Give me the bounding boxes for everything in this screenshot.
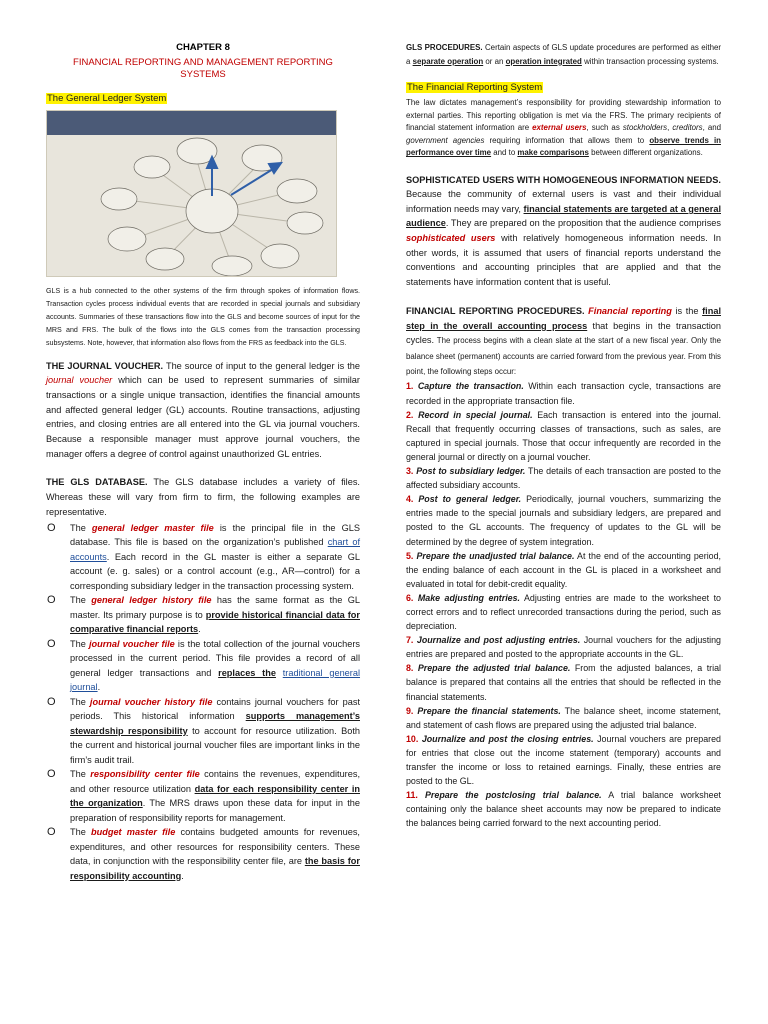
list-item: O The journal voucher file is the total collection of the journal vouchers processed in the current period. This file provides a record of all general ledger transactions and replaces the traditional general journal. (47, 637, 361, 693)
gls-section-heading: The General Ledger System (47, 93, 167, 104)
gls-heading-wrap (46, 93, 360, 104)
bullet-icon: O (47, 768, 56, 781)
journal-voucher-paragraph: THE JOURNAL VOUCHER. The source of input to the general ledger is the journal voucher which can be used to represent summaries of similar transactions or a single unique transaction, identifies the financial amounts and affected general ledger (GL) accounts. Routine transactions, adjusting entries, and closing entries are all entered into the GL via journal vouchers. Because a responsible manager must approve journal vouchers, the manager offers a degree of control against unauthorized GL entries. (46, 360, 360, 459)
step-text: From the adjusted balances, a trial balance is prepared that contains all the entries that should be reflected in the financial statements. (406, 663, 721, 702)
procedure-step (406, 408, 721, 464)
chart-of-accounts-link[interactable]: chart of accounts (70, 537, 360, 562)
step-number: 3. (406, 466, 414, 477)
procedure-step (406, 633, 721, 661)
gls-relationship-figure (46, 110, 337, 277)
frs-intro-paragraph: The law dictates management’s responsibility for providing stewardship information to external parties. This reporting obligation is met via the FRS. The primary recipients of financial statement information are external users, such as stockholders, creditors, and government agencies requiring information that allows them to observe trends in performance over time and to make comparisons between different organizations. (406, 98, 721, 158)
list-item: O The budget master file contains budgeted amounts for revenues, expenditures, and other resources for responsibility centers. These data, in conjunction with the responsibility center file, are the basis for responsibility accounting. (47, 826, 360, 881)
step-title: Post to general ledger. (418, 494, 522, 505)
step-number: 10. (406, 733, 419, 744)
procedure-step (406, 661, 721, 703)
procedure-step (406, 549, 721, 591)
step-number: 7. (406, 635, 414, 646)
bullet-icon: O (47, 521, 56, 534)
sophisticated-users-paragraph: SOPHISTICATED USERS WITH HOMOGENEOUS INFORMATION NEEDS. Because the community of external users is vast and their individual information needs may vary, financial statements are targeted at a general audience. They are prepared on the proposition that the audience comprises sophisticated users with relatively homogeneous information needs. In other words, it is assumed that users of financial reports understand the conventions and accounting principles that are applied and that the statements have information content that is useful. (406, 174, 721, 287)
bullet-icon: O (47, 594, 56, 607)
step-number: 5. (406, 550, 414, 561)
sophisticated-users-heading: SOPHISTICATED USERS WITH HOMOGENEOUS INFORMATION NEEDS. (406, 174, 721, 185)
step-title: Prepare the postclosing trial balance. (425, 790, 602, 801)
step-number: 11. (406, 790, 418, 801)
procedure-step (406, 732, 721, 788)
step-text: At the end of the accounting period, the ending balance of each account in the GL is placed in a worksheet and evaluated in total for debit-credit equality. (406, 550, 721, 589)
step-text: Each transaction is entered into the journal. Recall that frequently occurring classes of transactions, such as sales, are captured in special journals. Those that occur infrequently are recorded in the general journal or directly on a journal voucher. (406, 409, 722, 462)
frs-heading-wrap (406, 82, 721, 93)
step-text: Journal vouchers for the adjusting entries are prepared and posted to the appropriate accounts in the GL. (406, 635, 721, 660)
procedure-steps-list (406, 379, 721, 830)
list-item: O The general ledger history file has the same format as the GL master. Its primary purpose is to provide historical financial data for comparative financial reports. (47, 594, 360, 635)
right-column (406, 40, 721, 830)
step-text: Adjusting entries are made to the worksheet to correct errors and to reflect unrecorded transactions during the period, such as depreciation. (406, 592, 721, 632)
step-number: 2. (406, 409, 414, 420)
step-text: Journal vouchers are prepared for entries that close out the income statement (temporary) accounts and transfer the income or loss to retained earnings. Finally, these entries are posted to the GL. (406, 733, 721, 787)
list-item: O The journal voucher history file contains journal vouchers for past periods. This historical information supports management’s stewardship responsibility to account for resource utilization. Both the current and historical journal voucher files are important links in the firm’s audit trail. (47, 695, 360, 765)
gls-database-intro: THE GLS DATABASE. The GLS database includes a variety of files. Whereas these will vary from firm to firm, the following examples are representative. (46, 477, 360, 517)
step-title: Record in special journal. (418, 409, 533, 420)
procedure-step (406, 379, 721, 407)
traditional-general-journal-link[interactable]: traditional general journal (70, 667, 361, 693)
list-item: O The responsibility center file contains the revenues, expenditures, and other resource utilization data for each responsibility center in the organization. The MRS draws upon these data for input in the preparation of responsibility reports for management. (47, 768, 361, 823)
procedure-step (406, 704, 721, 732)
step-title: Capture the transaction. (417, 381, 524, 392)
step-number: 6. (406, 592, 414, 603)
step-title: Post to subsidiary ledger. (416, 466, 526, 477)
step-title: Make adjusting entries. (417, 592, 521, 603)
step-title: Prepare the financial statements. (417, 705, 561, 716)
journal-voucher-heading: THE JOURNAL VOUCHER. (46, 360, 164, 371)
step-title: Journalize and post the closing entries. (421, 733, 594, 744)
list-item: O The general ledger master file is the principal file in the GLS database. This file is based on the organization’s published chart of accounts. Each record in the GL master is either a separate GL account (e. g. sales) or a control account (e.g., AR—control) for a corresponding subsidiary ledger in the transaction processing system. (47, 521, 360, 591)
gls-file-list (46, 521, 360, 884)
gls-procedures-heading: GLS PROCEDURES. (406, 43, 483, 52)
step-text: A trial balance worksheet containing only the balance sheet accounts may now be prepared to indicate the balances being carried forward to the next accounting period. (406, 790, 722, 829)
gls-hub-diagram (47, 111, 336, 276)
chapter-title-line2: SYSTEMS (180, 69, 226, 80)
financial-reporting-procedures-paragraph: FINANCIAL REPORTING PROCEDURES. Financial reporting is the final step in the overall accounting process that begins in the transaction cycles. The process begins with a clean slate at the start of a new fiscal year. Only the balance sheet (permanent) accounts are carried forward from the previous year. From this point, the following steps occur: (406, 306, 721, 377)
step-number: 8. (406, 663, 414, 674)
financial-reporting-procedures-heading: FINANCIAL REPORTING PROCEDURES. (406, 306, 585, 317)
step-title: Journalize and post adjusting entries. (416, 635, 581, 646)
frs-section-heading: The Financial Reporting System (407, 82, 543, 94)
procedure-step (406, 788, 721, 830)
procedure-step (406, 464, 721, 492)
chapter-number: CHAPTER 8 (176, 42, 230, 53)
step-title: Prepare the adjusted trial balance. (417, 663, 571, 674)
bullet-icon: O (47, 695, 56, 708)
step-text: The details of each transaction are posted to the affected subsidiary accounts. (406, 466, 721, 491)
step-title: Prepare the unadjusted trial balance. (416, 550, 575, 561)
left-column (46, 40, 360, 883)
journal-voucher-term: journal voucher (46, 375, 113, 386)
step-number: 1. (406, 381, 414, 392)
step-number: 9. (406, 705, 414, 716)
bullet-icon: O (47, 826, 56, 839)
procedure-step (406, 492, 721, 548)
chapter-title-line1: FINANCIAL REPORTING AND MANAGEMENT REPORTING (73, 57, 333, 68)
step-text: Within each transaction cycle, transactions are recorded in the appropriate transaction file. (406, 381, 721, 406)
procedure-step (406, 591, 721, 633)
step-text: Periodically, journal vouchers, summarizing the entries made to the special journals and subsidiary ledgers, are prepared and posted to the GL accounts. The frequency of updates to the GL will be determined by the degree of system integration. (406, 494, 722, 547)
bullet-icon: O (47, 637, 56, 650)
gls-procedures-paragraph: GLS PROCEDURES. Certain aspects of GLS update procedures are performed as either a separate operation or an operation integrated within transaction processing systems. (406, 43, 721, 66)
step-text: The balance sheet, income statement, and statement of cash flows are prepared using the adjusted trial balance. (406, 705, 722, 730)
gls-figure-caption: GLS is a hub connected to the other systems of the firm through spokes of information flows. Transaction cycles process individual events that are recorded in special journals and subsidiary accounts. Summaries of these transactions flow into the GLS and become sources of input for the MRS and FRS. The bulk of the flows into the GLS comes from the transaction processing subsystems. Note, however, that information also flows from the FRS as feedback into the GLS. (46, 287, 360, 347)
gls-database-heading: THE GLS DATABASE. (46, 477, 148, 488)
step-number: 4. (406, 494, 414, 505)
